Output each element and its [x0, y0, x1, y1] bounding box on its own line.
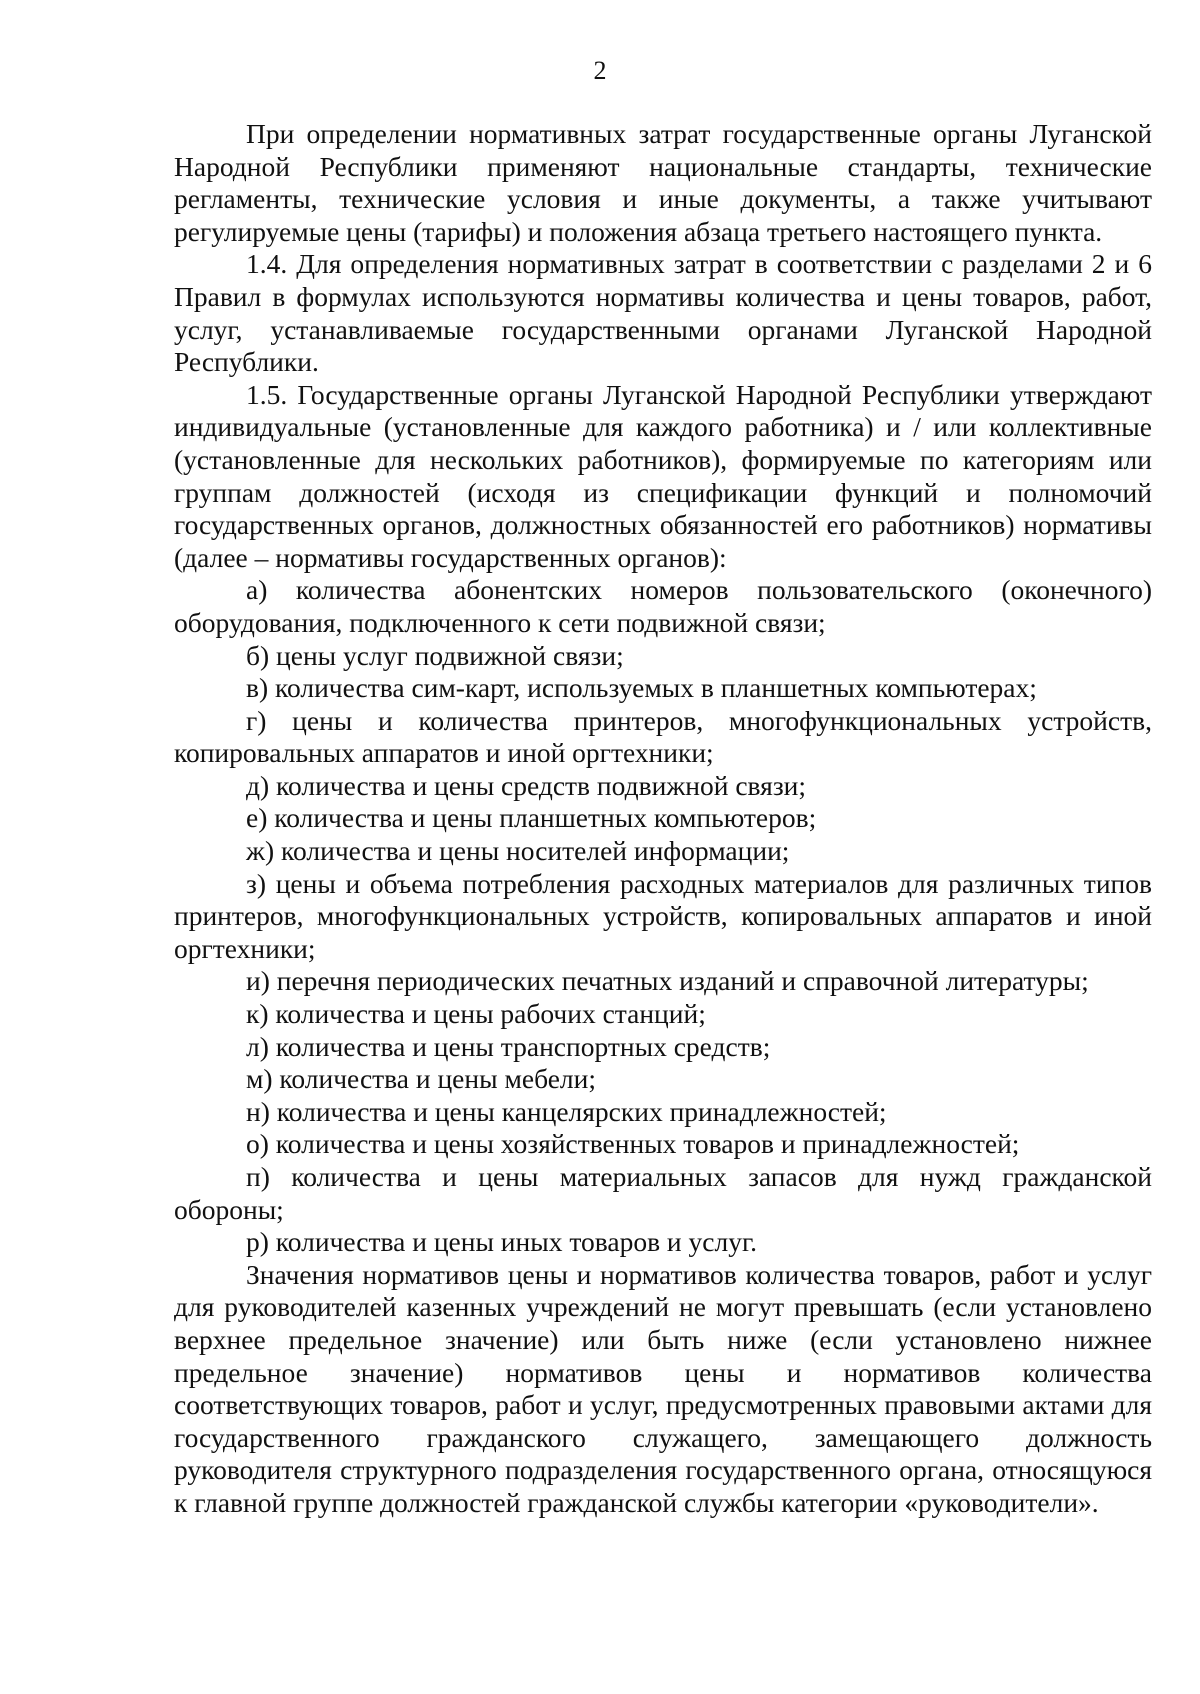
- list-item-p: п) количества и цены материальных запасов для нужд гражданской обороны;: [174, 1161, 1152, 1225]
- list-item-r: р) количества и цены иных товаров и услуг.: [246, 1226, 758, 1258]
- list-item-l: л) количества и цены транспортных средств;: [246, 1030, 771, 1062]
- list-item-g: г) цены и количества принтеров, многофункциональных устройств, копировальных аппаратов и иной оргтехники;: [174, 704, 1152, 769]
- list-item-b: б) цены услуг подвижной связи;: [246, 639, 624, 671]
- list-item-k: к) количества и цены рабочих станций;: [246, 998, 706, 1030]
- list-item-z: з) цены и объема потребления расходных материалов для различных типов принтеров, многофункциональных устройств, копировальных аппаратов и иной оргтехники;: [174, 867, 1152, 964]
- list-item-a: а) количества абонентских номеров пользовательского (оконечного) оборудования, подключенного к сети подвижной связи;: [174, 574, 1152, 638]
- list-item-m: м) количества и цены мебели;: [246, 1063, 596, 1095]
- paragraph-1-5: 1.5. Государственные органы Луганской Народной Республики утверждают индивидуальные (установленные для каждого работника) и / или коллективные (установленные для нескольких работников), формируемые по категориям или группам должностей (исходя из спецификации функций и полномочий государственных органов, должностных обязанностей его работников) нормативы (далее – нормативы государственных органов):: [174, 378, 1152, 573]
- list-item-d: д) количества и цены средств подвижной связи;: [246, 769, 807, 801]
- document-body: [174, 118, 1152, 1520]
- list-item-i: и) перечня периодических печатных изданий и справочной литературы;: [246, 965, 1089, 997]
- page-number: 2: [593, 56, 607, 85]
- list-item-n: н) количества и цены канцелярских принадлежностей;: [246, 1095, 887, 1127]
- paragraph-intro: При определении нормативных затрат государственные органы Луганской Народной Республики применяют национальные стандарты, технические регламенты, технические условия и иные документы, а также учитывают регулируемые цены (тарифы) и положения абзаца третьего настоящего пункта.: [174, 118, 1152, 247]
- paragraph-1-4: 1.4. Для определения нормативных затрат в соответствии с разделами 2 и 6 Правил в формулах используются нормативы количества и цены товаров, работ, услуг, устанавливаемые государственными органами Луганской Народной Республики.: [174, 248, 1152, 378]
- list-item-v: в) количества сим-карт, используемых в планшетных компьютерах;: [246, 672, 1037, 704]
- list-item-zh: ж) количества и цены носителей информации;: [246, 835, 790, 867]
- list-item-e: е) количества и цены планшетных компьютеров;: [246, 802, 817, 834]
- paragraph-closing: Значения нормативов цены и нормативов количества товаров, работ и услуг для руководителей казенных учреждений не могут превышать (если установлено верхнее предельное значение) или быть ниже (если установлено нижнее предельное значение) нормативов цены и нормативов количества соответствующих товаров, работ и услуг, предусмотренных правовыми актами для государственного гражданского служащего, замещающего должность руководителя структурного подразделения государственного органа, относящуюся к главной группе должностей гражданской службы категории «руководители».: [174, 1258, 1152, 1518]
- list-item-o: о) количества и цены хозяйственных товаров и принадлежностей;: [246, 1128, 1020, 1160]
